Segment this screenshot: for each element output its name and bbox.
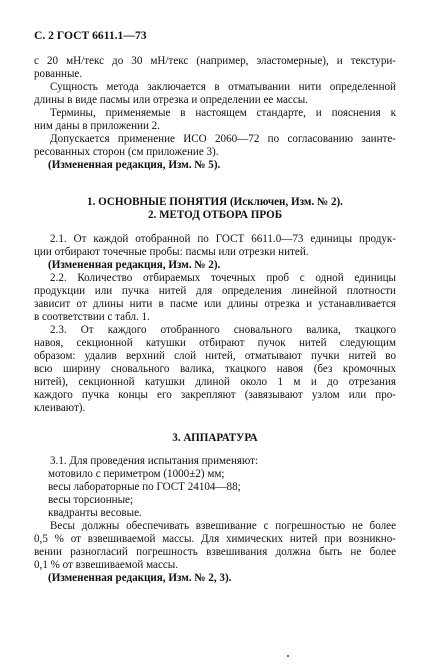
text-line: 0,5 % от взвешиваемой массы. Для химических нитей при возникно-	[34, 533, 396, 545]
text-line: каждого пучка концы его закрепляют (завязывают узлом или про-	[34, 389, 396, 401]
text-line: Сущность метода заключается в отматывании нити определенной	[50, 81, 396, 93]
text-line: 2.3. От каждого отобранного сновального валика, ткацкого	[50, 324, 396, 336]
text-line: Термины, применяемые в настоящем стандарте, и пояснения к	[50, 107, 396, 119]
list-item: весы лабораторные по ГОСТ 24104—88;	[48, 481, 241, 493]
text-line: продукции или пучка нитей для определения линейной плотности	[34, 285, 396, 297]
list-item: весы торсионные;	[48, 494, 134, 506]
list-item: квадранты весовые.	[48, 507, 142, 519]
page-speck	[287, 655, 289, 657]
section-heading: 2. МЕТОД ОТБОРА ПРОБ	[147, 209, 283, 221]
text-line: ресованных сторон (см приложение 3).	[34, 146, 219, 158]
text-line: ним даны в приложении 2.	[34, 120, 160, 132]
text-line: нитей), секционной катушки длиной около 1 м и до отрезания	[34, 376, 396, 388]
text-line: навоя, секционной катушки отбирают пучок нитей следующим	[34, 337, 396, 349]
amendment-note: (Измененная редакция, Изм. № 2, 3).	[48, 572, 232, 584]
text-line: зависит от длины нити в пасме или длины отрезка и устанавливается	[34, 298, 396, 310]
text-line: Допускается применение ИСО 2060—72 по согласованию заинте-	[50, 133, 396, 145]
text-line: рованные.	[34, 68, 83, 80]
section-heading: 1. ОСНОВНЫЕ ПОНЯТИЯ (Исключен, Изм. № 2).	[87, 196, 343, 208]
text-line: ции отбирают точечные пробы: пасмы или отрезки нитей.	[34, 246, 309, 258]
amendment-note: (Измененная редакция, Изм. № 5).	[48, 159, 221, 171]
text-line: в соответствии с табл. 1.	[34, 311, 150, 323]
text-line: вении разногласий погрешность взвешивания должна быть не более	[34, 546, 396, 558]
text-line: 3.1. Для проведения испытания применяют:	[50, 455, 259, 467]
text-line: 2.1. От каждой отобранной по ГОСТ 6611.0—73 единицы продук-	[50, 233, 396, 245]
text-line: образом: удалив верхний слой нитей, отматывают пучки нитей во	[34, 350, 396, 362]
list-item: мотовило с периметром (1000±2) мм;	[48, 468, 225, 480]
text-line: Весы должны обеспечивать взвешивание с погрешностью не более	[50, 520, 396, 532]
text-line: 0,1 % от взвешиваемой массы.	[34, 559, 179, 571]
text-line: клеивают).	[34, 402, 86, 414]
amendment-note: (Измененная редакция, Изм. № 2).	[48, 259, 221, 271]
page-header: С. 2 ГОСТ 6611.1—73	[34, 29, 147, 42]
text-line: с 20 мН/текс до 30 мН/текс (например, эластомерные), и текстури-	[34, 55, 396, 67]
text-line: всю ширину сновального валика, ткацкого навоя (без кромочных	[34, 363, 396, 375]
section-heading: 3. АППАРАТУРА	[172, 432, 258, 444]
text-line: 2.2. Количество отбираемых точечных проб с одной единицы	[50, 272, 396, 284]
text-line: длины в виде пасмы или отрезка и определении ее массы.	[34, 94, 309, 106]
